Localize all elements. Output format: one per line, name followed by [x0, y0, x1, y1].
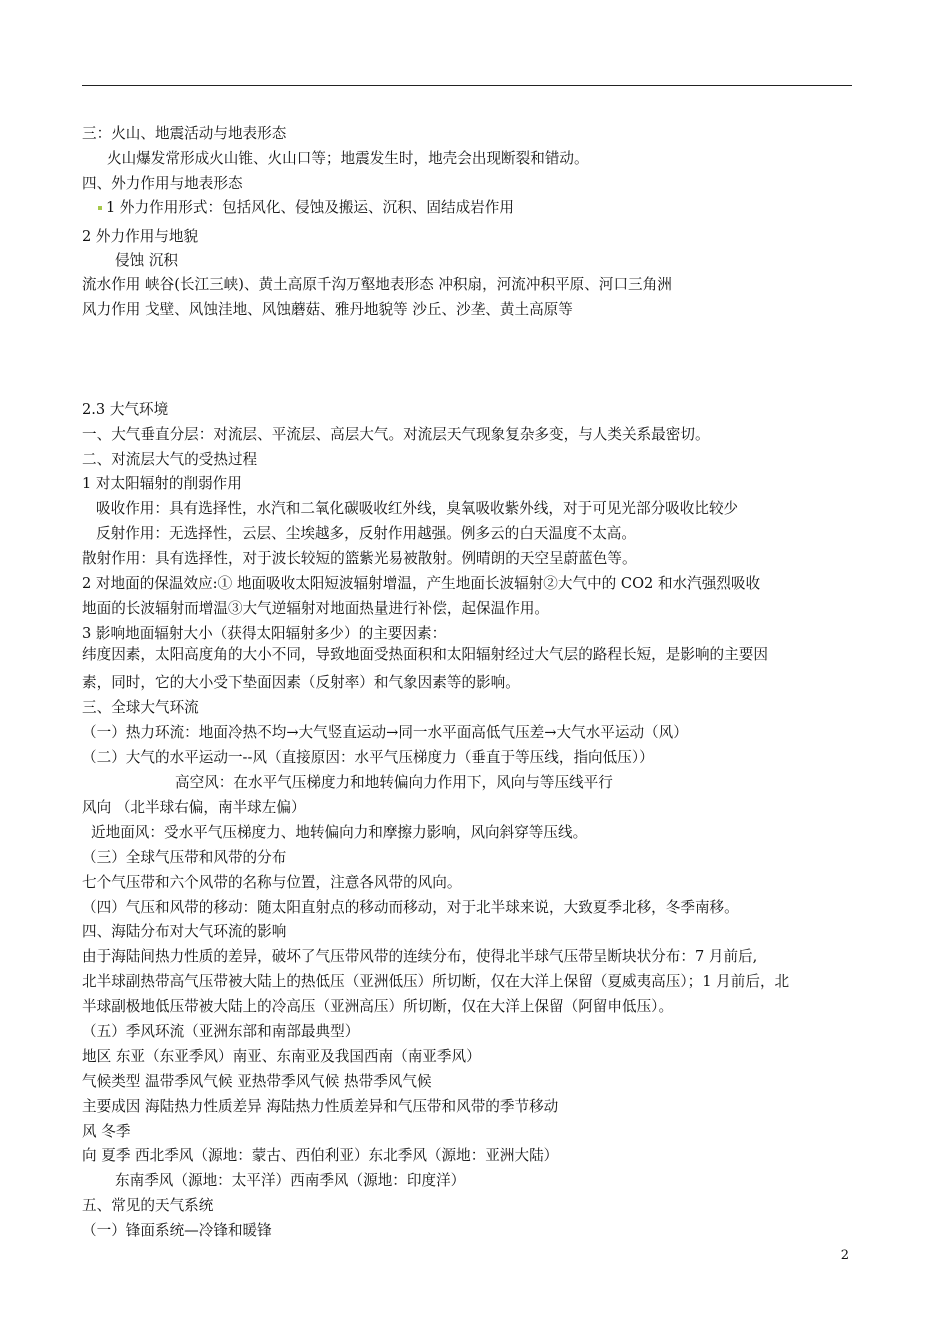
line-text: 流水作用 峡谷(长江三峡)、黄土高原千沟万壑地表形态 冲积扇，河流冲积平原、河口三角洲	[82, 276, 672, 293]
text-line	[82, 922, 286, 942]
text-line	[91, 823, 587, 843]
line-text: 2.3 大气环境	[82, 401, 169, 418]
bullet-mark-icon	[98, 206, 102, 210]
text-line	[82, 1022, 359, 1042]
line-text: （一）锋面系统—冷锋和暖锋	[82, 1222, 272, 1239]
line-text: 2 对地面的保温效应:① 地面吸收太阳短波辐射增温，产生地面长波辐射②大气中的 CO2 和水汽强烈吸收	[82, 575, 761, 592]
text-line	[115, 1171, 465, 1191]
text-line	[82, 599, 549, 619]
line-text: 半球副极地低压带被大陆上的冷高压（亚洲高压）所切断，仅在大洋上保留（阿留申低压）。	[82, 998, 674, 1015]
line-text: 3 影响地面辐射大小（获得太阳辐射多少）的主要因素：	[82, 625, 447, 642]
line-text: 七个气压带和六个风带的名称与位置，注意各风带的风向。	[82, 874, 462, 891]
text-line	[82, 723, 688, 743]
line-text: 由于海陆间热力性质的差异，破坏了气压带风带的连续分布，使得北半球气压带呈断块状分布：7 月前后,	[82, 948, 758, 965]
line-text: 近地面风：受水平气压梯度力、地转偏向力和摩擦力影响，风向斜穿等压线。	[91, 824, 588, 841]
text-line	[82, 1072, 432, 1092]
text-line	[82, 425, 710, 445]
text-line	[107, 149, 589, 169]
line-text: 素，同时，它的大小受下垫面因素（反射率）和气象因素等的影响。	[82, 674, 520, 691]
text-line	[82, 848, 286, 868]
page-number: 2	[840, 1248, 849, 1263]
text-line	[115, 251, 178, 271]
text-line	[82, 174, 243, 194]
line-text: 向 夏季 西北季风（源地：蒙古、西伯利亚）东北季风（源地：亚洲大陆）	[82, 1147, 559, 1164]
line-text: 主要成因 海陆热力性质差异 海陆热力性质差异和气压带和风带的季节移动	[82, 1098, 559, 1115]
text-line	[82, 624, 446, 644]
line-text: 五、常见的天气系统	[82, 1197, 214, 1214]
text-line	[82, 972, 789, 992]
line-text: 纬度因素，太阳高度角的大小不同，导致地面受热面积和太阳辐射经过大气层的路程长短，是影响的主要因	[82, 646, 768, 663]
text-line	[82, 1196, 213, 1216]
header-rule	[82, 85, 852, 86]
line-text: 风力作用 戈壁、风蚀洼地、风蚀蘑菇、雅丹地貌等 沙丘、沙垄、黄土高原等	[82, 301, 573, 318]
text-line	[82, 947, 757, 967]
line-text: （三）全球气压带和风带的分布	[82, 849, 287, 866]
line-text: 1 对太阳辐射的削弱作用	[82, 475, 242, 492]
text-line	[82, 400, 168, 420]
line-text: 三、全球大气环流	[82, 699, 199, 716]
text-line	[82, 698, 199, 718]
text-line	[82, 997, 673, 1017]
line-text: 地区 东亚（东亚季风）南亚、东南亚及我国西南（南亚季风）	[82, 1048, 481, 1065]
text-line	[175, 773, 613, 793]
text-line	[82, 1122, 130, 1142]
text-line	[82, 124, 286, 144]
text-line	[82, 275, 672, 295]
line-text: 东南季风（源地：太平洋）西南季风（源地：印度洋）	[115, 1172, 466, 1189]
text-line	[82, 1146, 558, 1166]
line-text: 吸收作用：具有选择性，水汽和二氧化碳吸收红外线，臭氧吸收紫外线，对于可见光部分吸收比较少	[96, 500, 739, 517]
text-line	[82, 474, 242, 494]
text-line	[82, 873, 461, 893]
line-text: 四、海陆分布对大气环流的影响	[82, 923, 287, 940]
text-line	[82, 1097, 558, 1117]
text-line	[82, 798, 306, 818]
text-line	[96, 499, 738, 519]
text-line	[82, 574, 760, 594]
line-text: 2 外力作用与地貌	[82, 228, 199, 245]
line-text: 火山爆发常形成火山锥、火山口等；地震发生时，地壳会出现断裂和错动。	[107, 150, 589, 167]
line-text: （一）热力环流：地面冷热不均→大气竖直运动→同一水平面高低气压差→大气水平运动（风）	[82, 724, 688, 741]
line-text: 四、外力作用与地表形态	[82, 175, 243, 192]
line-text: 气候类型 温带季风气候 亚热带季风气候 热带季风气候	[82, 1073, 432, 1090]
text-line	[98, 198, 514, 218]
line-text: 三：火山、地震活动与地表形态	[82, 125, 287, 142]
text-line	[82, 898, 739, 918]
text-line	[82, 300, 573, 320]
text-line	[82, 645, 768, 665]
text-line	[82, 1047, 481, 1067]
line-text: 高空风：在水平气压梯度力和地转偏向力作用下，风向与等压线平行	[175, 774, 613, 791]
line-text: 反射作用：无选择性，云层、尘埃越多，反射作用越强。例多云的白天温度不太高。	[96, 525, 636, 542]
line-text: （四）气压和风带的移动：随太阳直射点的移动而移动，对于北半球来说，大致夏季北移，冬季南移。	[82, 899, 739, 916]
line-text: 1 外力作用形式：包括风化、侵蚀及搬运、沉积、固结成岩作用	[106, 199, 514, 216]
line-text: （五）季风环流（亚洲东部和南部最典型）	[82, 1023, 360, 1040]
line-text: 侵蚀 沉积	[115, 252, 179, 269]
line-text: 风向 （北半球右偏，南半球左偏）	[82, 799, 306, 816]
text-line	[82, 227, 198, 247]
line-text: 二、对流层大气的受热过程	[82, 451, 258, 468]
text-line	[82, 450, 257, 470]
text-line	[82, 549, 637, 569]
text-line	[96, 524, 636, 544]
text-line	[82, 673, 520, 693]
line-text: 散射作用：具有选择性，对于波长较短的篮紫光易被散射。例晴朗的天空呈蔚蓝色等。	[82, 550, 637, 567]
text-line	[82, 748, 654, 768]
line-text: 风 冬季	[82, 1123, 131, 1140]
line-text: 地面的长波辐射而增温③大气逆辐射对地面热量进行补偿，起保温作用。	[82, 600, 550, 617]
line-text: （二）大气的水平运动一--风（直接原因：水平气压梯度力（垂直于等压线，指向低压））	[82, 749, 654, 766]
text-line	[82, 1221, 272, 1241]
line-text: 北半球副热带高气压带被大陆上的热低压（亚洲低压）所切断，仅在大洋上保留（夏威夷高压）；1 月前后，北	[82, 973, 790, 990]
line-text: 一、大气垂直分层：对流层、平流层、高层大气。对流层天气现象复杂多变，与人类关系最密切。	[82, 426, 710, 443]
